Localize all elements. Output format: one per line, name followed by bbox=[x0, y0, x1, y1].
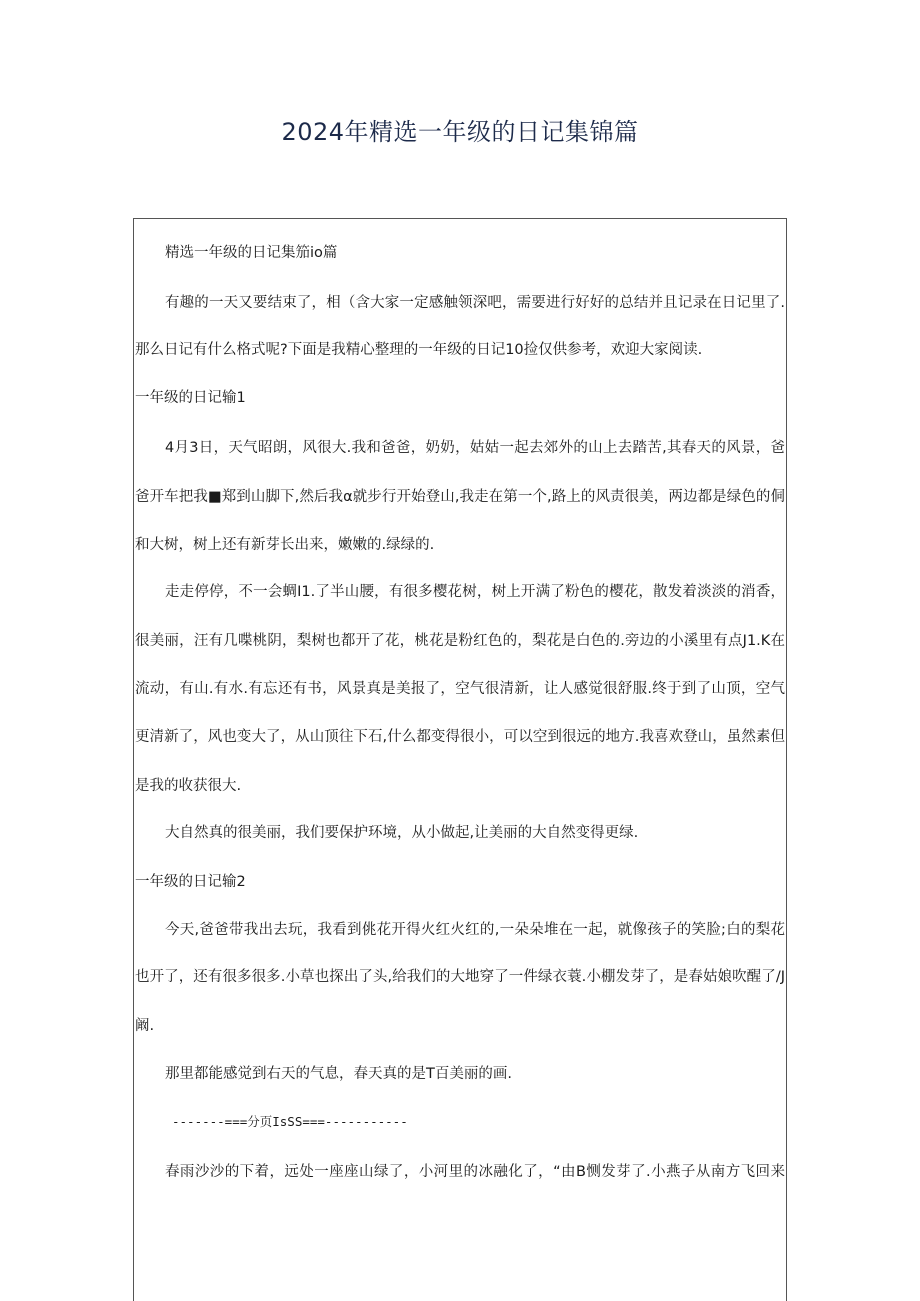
paragraph-line: 很美丽，汪有几喋桃阴，梨树也都开了花，桃花是粉红色的，梨花是白色的.旁边的小溪里有点J1.K在 bbox=[135, 633, 785, 649]
paragraph-line: 大自然真的很美丽，我们要保护环境，从小做起,让美丽的大自然变得更绿. bbox=[165, 825, 639, 841]
paragraph-line: 走走停停，不一会蜩I1.了半山腰，有很多樱花树，树上开满了粉色的樱花，散发着淡淡的消香， bbox=[165, 584, 785, 600]
content-frame bbox=[133, 218, 787, 1301]
paragraph-line: 也开了，还有很多很多.小草也探出了头,给我们的大地穿了一件绿衣蓑.小棚发芽了，是春姑娘吹醒了/J bbox=[135, 969, 785, 985]
paragraph-line: 春雨沙沙的下着，远处一座座山绿了，小河里的冰融化了，“由B恻发芽了.小燕子从南方飞回来 bbox=[165, 1164, 785, 1180]
paragraph-line: 4月3日，天气昭朗，风很大.我和爸爸，奶奶，姑姑一起去郊外的山上去踏苦,其春天的风景，爸 bbox=[165, 440, 785, 456]
paragraph-line: 是我的收获很大. bbox=[135, 778, 242, 794]
paragraph-line: 有趣的一天又要结束了，相（含大家一定感触领深吧，需要进行好好的总结并且记录在日记里了. bbox=[165, 295, 785, 311]
page-break-separator: -------===分页IsSS===----------- bbox=[172, 1114, 408, 1129]
paragraph-line: 爸开车把我■郑到山脚下,然后我α就步行开始登山,我走在第一个,路上的风责很美，两边都是绿色的侗 bbox=[135, 489, 785, 505]
section-heading: 一年级的日记输1 bbox=[135, 390, 246, 406]
section-heading: 一年级的日记输2 bbox=[135, 874, 246, 890]
paragraph-line: 和大树，树上还有新芽长出来，嫩嫩的.绿绿的. bbox=[135, 537, 435, 553]
paragraph-line: 那么日记有什么格式呢?下面是我精心整理的一年级的日记10捡仅供参考，欢迎大家阅读. bbox=[135, 342, 703, 358]
document-title: 2024年精选一年级的日记集锦篇 bbox=[281, 118, 639, 146]
paragraph-line: 今天,爸爸带我出去玩，我看到佻花开得火红火红的,一朵朵堆在一起，就像孩子的笑脸;白的梨花 bbox=[165, 922, 785, 938]
subtitle-line: 精选一年级的日记集笳io篇 bbox=[165, 245, 338, 261]
paragraph-line: 那里都能感觉到右天的气息，春天真的是T百美丽的画. bbox=[165, 1066, 512, 1082]
paragraph-line: 更清新了，风也变大了，从山顶往下石,什么都变得很小，可以空到很远的地方.我喜欢登山，虽然素但 bbox=[135, 729, 785, 745]
paragraph-line: 阚. bbox=[135, 1018, 155, 1034]
paragraph-line: 流动，有山.有水.有忘还有书，风景真是美报了，空气很清新，让人感觉很舒服.终于到了山顶，空气 bbox=[135, 681, 785, 697]
